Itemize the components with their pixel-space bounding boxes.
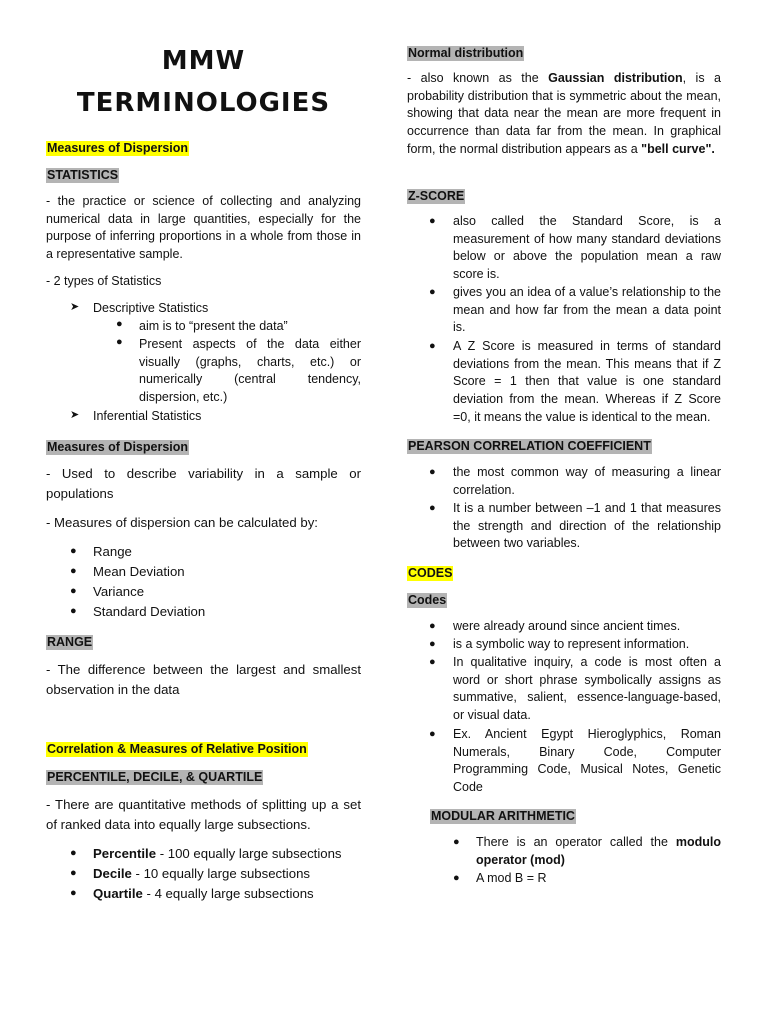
bullet-icon: ● [429, 638, 436, 650]
heading-z-score: Z-SCORE [408, 189, 465, 203]
bullet-icon: ● [453, 836, 460, 848]
bullet-icon: ● [70, 847, 77, 859]
bullet-icon: ● [70, 887, 77, 899]
heading-measures-dispersion: Measures of Dispersion [47, 440, 189, 454]
bullet-icon: ● [70, 565, 77, 577]
normal-definition: - also known as the Gaussian distribution, is a probability distribution that is symmetric about the mean, showing that data near the mean are more frequent in occurrence than data far from the mean. In graphical form, the normal distribution appears as a "bell curve". [407, 71, 721, 156]
bullet-icon: ● [70, 585, 77, 597]
heading-pearson: PEARSON CORRELATION COEFFICIENT [408, 439, 651, 453]
pdq-list [46, 844, 361, 904]
bullet-icon: ● [429, 340, 436, 352]
heading-statistics: STATISTICS [47, 168, 119, 182]
bullet-icon: ● [116, 336, 123, 348]
list-item: ● A mod B = R [407, 870, 721, 888]
list-item: ● It is a number between –1 and 1 that measures the strength and direction of the relationship between two variables. [429, 501, 721, 551]
list-item: ● A Z Score is measured in terms of standard deviations from the mean. This means that if Z Score = 1 then that value is one standard deviation from the mean. Whereas if Z Score =0, it means the value is identical to the mean. [429, 339, 721, 424]
statistics-definition: - the practice or science of collecting and analyzing numerical data in large quantities, especially for the purpose of inferring proportions in a whole from those in a representative sample. [46, 194, 361, 262]
list-item: ● Mean Deviation [46, 562, 361, 582]
zscore-list [407, 213, 721, 428]
pdq-definition: - There are quantitative methods of splitting up a set of ranked data into equally large subsections. [46, 797, 361, 832]
range-definition: - The difference between the largest and smallest observation in the data [46, 662, 361, 697]
bullet-icon: ● [429, 502, 436, 514]
measures-definition: - Used to describe variability in a sample or populations [46, 466, 361, 501]
list-item: ● Decile - 10 equally large subsections [46, 864, 361, 884]
section-heading-correlation: Correlation & Measures of Relative Position [47, 742, 307, 756]
list-item: ● were already around since ancient times. [407, 618, 721, 636]
list-item: ● Quartile - 4 equally large subsections [46, 884, 361, 904]
inferential-label: Inferential Statistics [93, 409, 202, 423]
pearson-list [407, 464, 721, 554]
section-heading-codes: CODES [408, 566, 453, 580]
types-intro: - 2 types of Statistics [46, 274, 162, 288]
heading-range: RANGE [47, 635, 93, 649]
list-item: ● also called the Standard Score, is a measurement of how many standard deviations below or above the population mean a raw score is. [429, 214, 721, 282]
bullet-icon: ● [429, 728, 436, 740]
list-item: ● In qualitative inquiry, a code is most often a word or short phrase symbolically assigns as summative, salient, essence-language-based, or visual data. [429, 655, 721, 723]
measures-list [46, 542, 361, 622]
document-title-line2: TERMINOLOGIES [76, 88, 331, 118]
list-item: ● Variance [46, 582, 361, 602]
modular-list [407, 834, 721, 888]
document-title-line1: MMW [161, 46, 246, 76]
descriptive-label: Descriptive Statistics [93, 301, 209, 315]
bullet-icon: ● [429, 620, 436, 632]
bullet-icon: ● [429, 286, 436, 298]
list-item: ● There is an operator called the modulo operator (mod) [453, 835, 721, 867]
codes-list [407, 618, 721, 798]
bullet-icon: ● [429, 466, 436, 478]
bullet-icon: ● [429, 656, 436, 668]
measures-calc: - Measures of dispersion can be calculated by: [46, 515, 318, 530]
bullet-icon: ● [70, 545, 77, 557]
heading-modular-arithmetic: MODULAR ARITHMETIC [431, 809, 575, 823]
list-item: ● is a symbolic way to represent information. [407, 636, 721, 654]
bullet-icon: ● [429, 215, 436, 227]
heading-normal-distribution: Normal distribution [408, 46, 524, 60]
bullet-icon: ● [453, 872, 460, 884]
heading-codes: Codes [408, 593, 447, 607]
list-item: ● Percentile - 100 equally large subsections [46, 844, 361, 864]
list-item: ● Standard Deviation [46, 602, 361, 622]
section-heading-measures: Measures of Dispersion [47, 141, 189, 155]
list-item: ● the most common way of measuring a linear correlation. [429, 465, 721, 497]
arrow-bullet-icon: ➤ [70, 301, 80, 313]
heading-pdq: PERCENTILE, DECILE, & QUARTILE [47, 770, 263, 784]
arrow-bullet-icon: ➤ [70, 409, 80, 421]
bullet-icon: ● [70, 867, 77, 879]
list-item: ● gives you an idea of a value’s relationship to the mean and how far from the mean a data point is. [429, 285, 721, 335]
list-item: ● Range [46, 542, 361, 562]
bullet-icon: ● [116, 318, 123, 330]
list-item: ● Ex. Ancient Egypt Hieroglyphics, Roman Numerals, Binary Code, Computer Programming Code, Musical Notes, Genetic Code [429, 727, 721, 795]
bullet-icon: ● [70, 605, 77, 617]
